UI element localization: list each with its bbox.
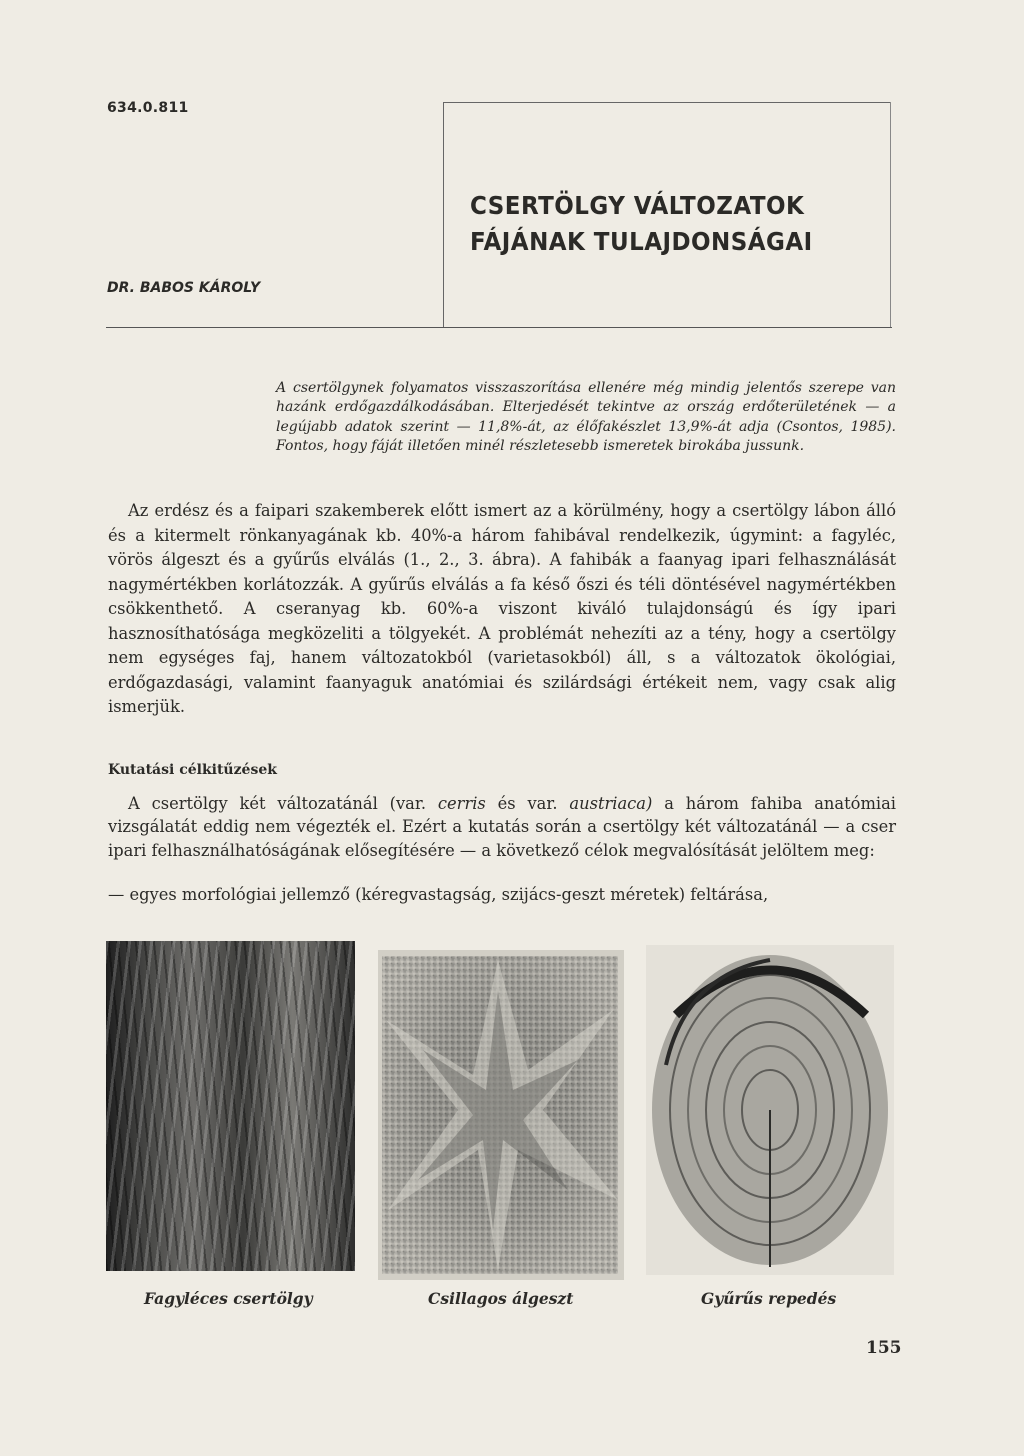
- page-number: 155: [866, 1338, 902, 1358]
- article-title: [470, 188, 838, 260]
- photo-ring-shake: [646, 945, 894, 1275]
- title-line-1: CSERTÖLGY VÁLTOZATOK: [470, 191, 805, 220]
- header-rule-divider: [443, 102, 444, 328]
- paragraph-text: és var.: [485, 794, 570, 813]
- udc-code: 634.0.811: [107, 100, 189, 116]
- caption-photo-3: Gyűrűs repedés: [701, 1289, 837, 1308]
- author-name: DR. BABOS KÁROLY: [107, 280, 261, 296]
- title-line-2: FÁJÁNAK TULAJDONSÁGAI: [470, 227, 813, 256]
- paragraph-text: A csertölgy két változatánál (var.: [128, 794, 438, 813]
- body-paragraph-2: [108, 792, 896, 862]
- header-rule-right: [890, 102, 891, 328]
- header-rule-bottom: [106, 327, 892, 328]
- caption-photo-1: Fagyléces csertölgy: [144, 1289, 313, 1308]
- species-variety-austriaca: austriaca): [569, 794, 653, 813]
- section-heading: Kutatási célkitűzések: [108, 762, 277, 778]
- body-paragraph-1: Az erdész és a faipari szakemberek előtt ismert az a körülmény, hogy a csertölgy lábon álló és a kitermelt rönkanyagának kb. 40%-a három fahibával rendelkezik, úgymint: a fagyléc, vörös álgeszt és a gyűrűs elválás (1., 2., 3. ábra). A fahibák a faanyag ipari felhasználását nagymértékben korlátozzák. A gyűrűs elválás a fa késő őszi és téli döntésével nagymértékben csökkenthető. A cseranyag kb. 60%-a viszont kiváló tulajdonságú és így ipari hasznosíthatósága megközeliti a tölgyekét. A problémát nehezíti az a tény, hogy a csertölgy nem egységes faj, hanem változatokból (varietasokból) áll, s a változatok ökológiai, erdőgazdasági, valamint faanyaguk anatómiai és szilárdsági értékeit nem, vagy csak alig ismerjük.: [108, 501, 896, 716]
- species-variety-cerris: cerris: [437, 794, 486, 813]
- photo-star-false-heartwood: [378, 950, 624, 1280]
- header-rule-top: [443, 102, 891, 103]
- abstract: A csertölgynek folyamatos visszaszorítása ellenére még mindig jelentős szerepe van hazánk erdőgazdálkodásában. Elterjedését tekintve az ország erdőterületének — a legújabb adatok szerint — 11,8%-át, az élőfakészlet 13,9%-át adja (Csontos, 1985). Fontos, hogy fáját illetően minél részletesebb ismeretek birokába jussunk.: [276, 380, 896, 455]
- list-item: — egyes morfológiai jellemző (kéregvastagság, szijács-geszt méretek) feltárása,: [108, 885, 769, 904]
- paragraph-text: a három fahiba anatómiai vizsgálatát eddig nem végezték el. Ezért a kutatás során a csertölgy két változatánál — a cser ipari felhasználhatóságának elősegítésére — a következő célok megvalósítását jelöltem meg:: [108, 794, 897, 860]
- caption-photo-2: Csillagos álgeszt: [428, 1289, 574, 1308]
- photo-frost-crack-bark: [106, 941, 355, 1271]
